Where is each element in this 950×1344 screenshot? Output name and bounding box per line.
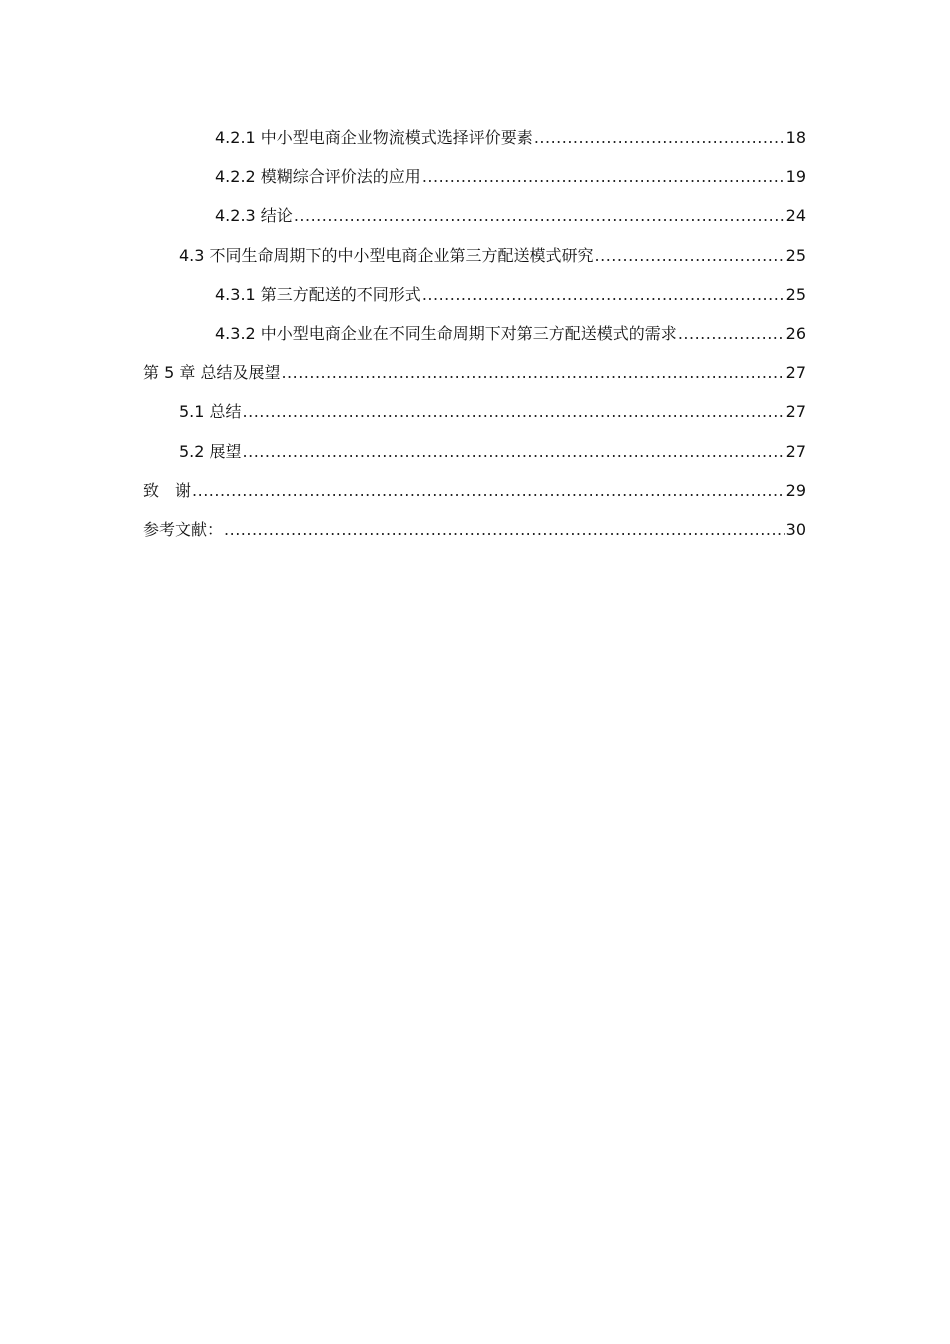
toc-entry — [143, 398, 806, 437]
toc-dot-leader — [224, 516, 785, 544]
toc-entry-page: 26 — [785, 323, 806, 343]
toc-entry-page: 27 — [785, 363, 806, 383]
toc-entry — [143, 242, 806, 281]
toc-entry-page: 24 — [785, 206, 806, 226]
toc-entry-title: 第 5 章 总结及展望 — [143, 363, 281, 383]
toc-dot-leader — [422, 163, 785, 191]
toc-entry-title: 4.3.2 中小型电商企业在不同生命周期下对第三方配送模式的需求 — [215, 323, 677, 343]
toc-entry-page: 29 — [785, 480, 806, 500]
toc-entry-title: 4.2.3 结论 — [215, 206, 293, 226]
toc-dot-leader — [192, 477, 785, 505]
toc-entry-title: 参考文献： — [143, 519, 224, 539]
toc-entry-title: 4.3.1 第三方配送的不同形式 — [215, 284, 421, 304]
toc-entry — [143, 163, 806, 202]
toc-entry-title: 致 谢 — [143, 480, 192, 500]
toc-dot-leader — [294, 202, 785, 230]
toc-entry-page: 27 — [785, 441, 806, 461]
toc-entry-title: 4.3 不同生命周期下的中小型电商企业第三方配送模式研究 — [179, 245, 594, 265]
toc-entry — [143, 359, 806, 398]
toc-dot-leader — [534, 124, 785, 152]
toc-entry-title: 5.1 总结 — [179, 402, 242, 422]
toc-entry-page: 27 — [785, 402, 806, 422]
table-of-contents — [143, 124, 806, 555]
toc-entry — [143, 202, 806, 241]
toc-entry — [143, 281, 806, 320]
toc-entry — [143, 124, 806, 163]
toc-entry-page: 25 — [785, 245, 806, 265]
toc-entry — [143, 438, 806, 477]
toc-entry — [143, 516, 806, 555]
toc-entry-title: 4.2.2 模糊综合评价法的应用 — [215, 167, 421, 187]
toc-entry-title: 5.2 展望 — [179, 441, 242, 461]
toc-dot-leader — [281, 359, 784, 387]
toc-dot-leader — [243, 398, 785, 426]
toc-entry-page: 30 — [785, 519, 806, 539]
toc-entry-page: 18 — [785, 128, 806, 147]
toc-entry — [143, 320, 806, 359]
toc-entry-title: 4.2.1 中小型电商企业物流模式选择评价要素 — [215, 128, 533, 147]
toc-dot-leader — [678, 320, 785, 348]
toc-entry — [143, 477, 806, 516]
toc-entry-page: 19 — [785, 167, 806, 187]
toc-dot-leader — [595, 242, 785, 270]
toc-dot-leader — [422, 281, 785, 309]
toc-dot-leader — [243, 438, 785, 466]
toc-entry-page: 25 — [785, 284, 806, 304]
